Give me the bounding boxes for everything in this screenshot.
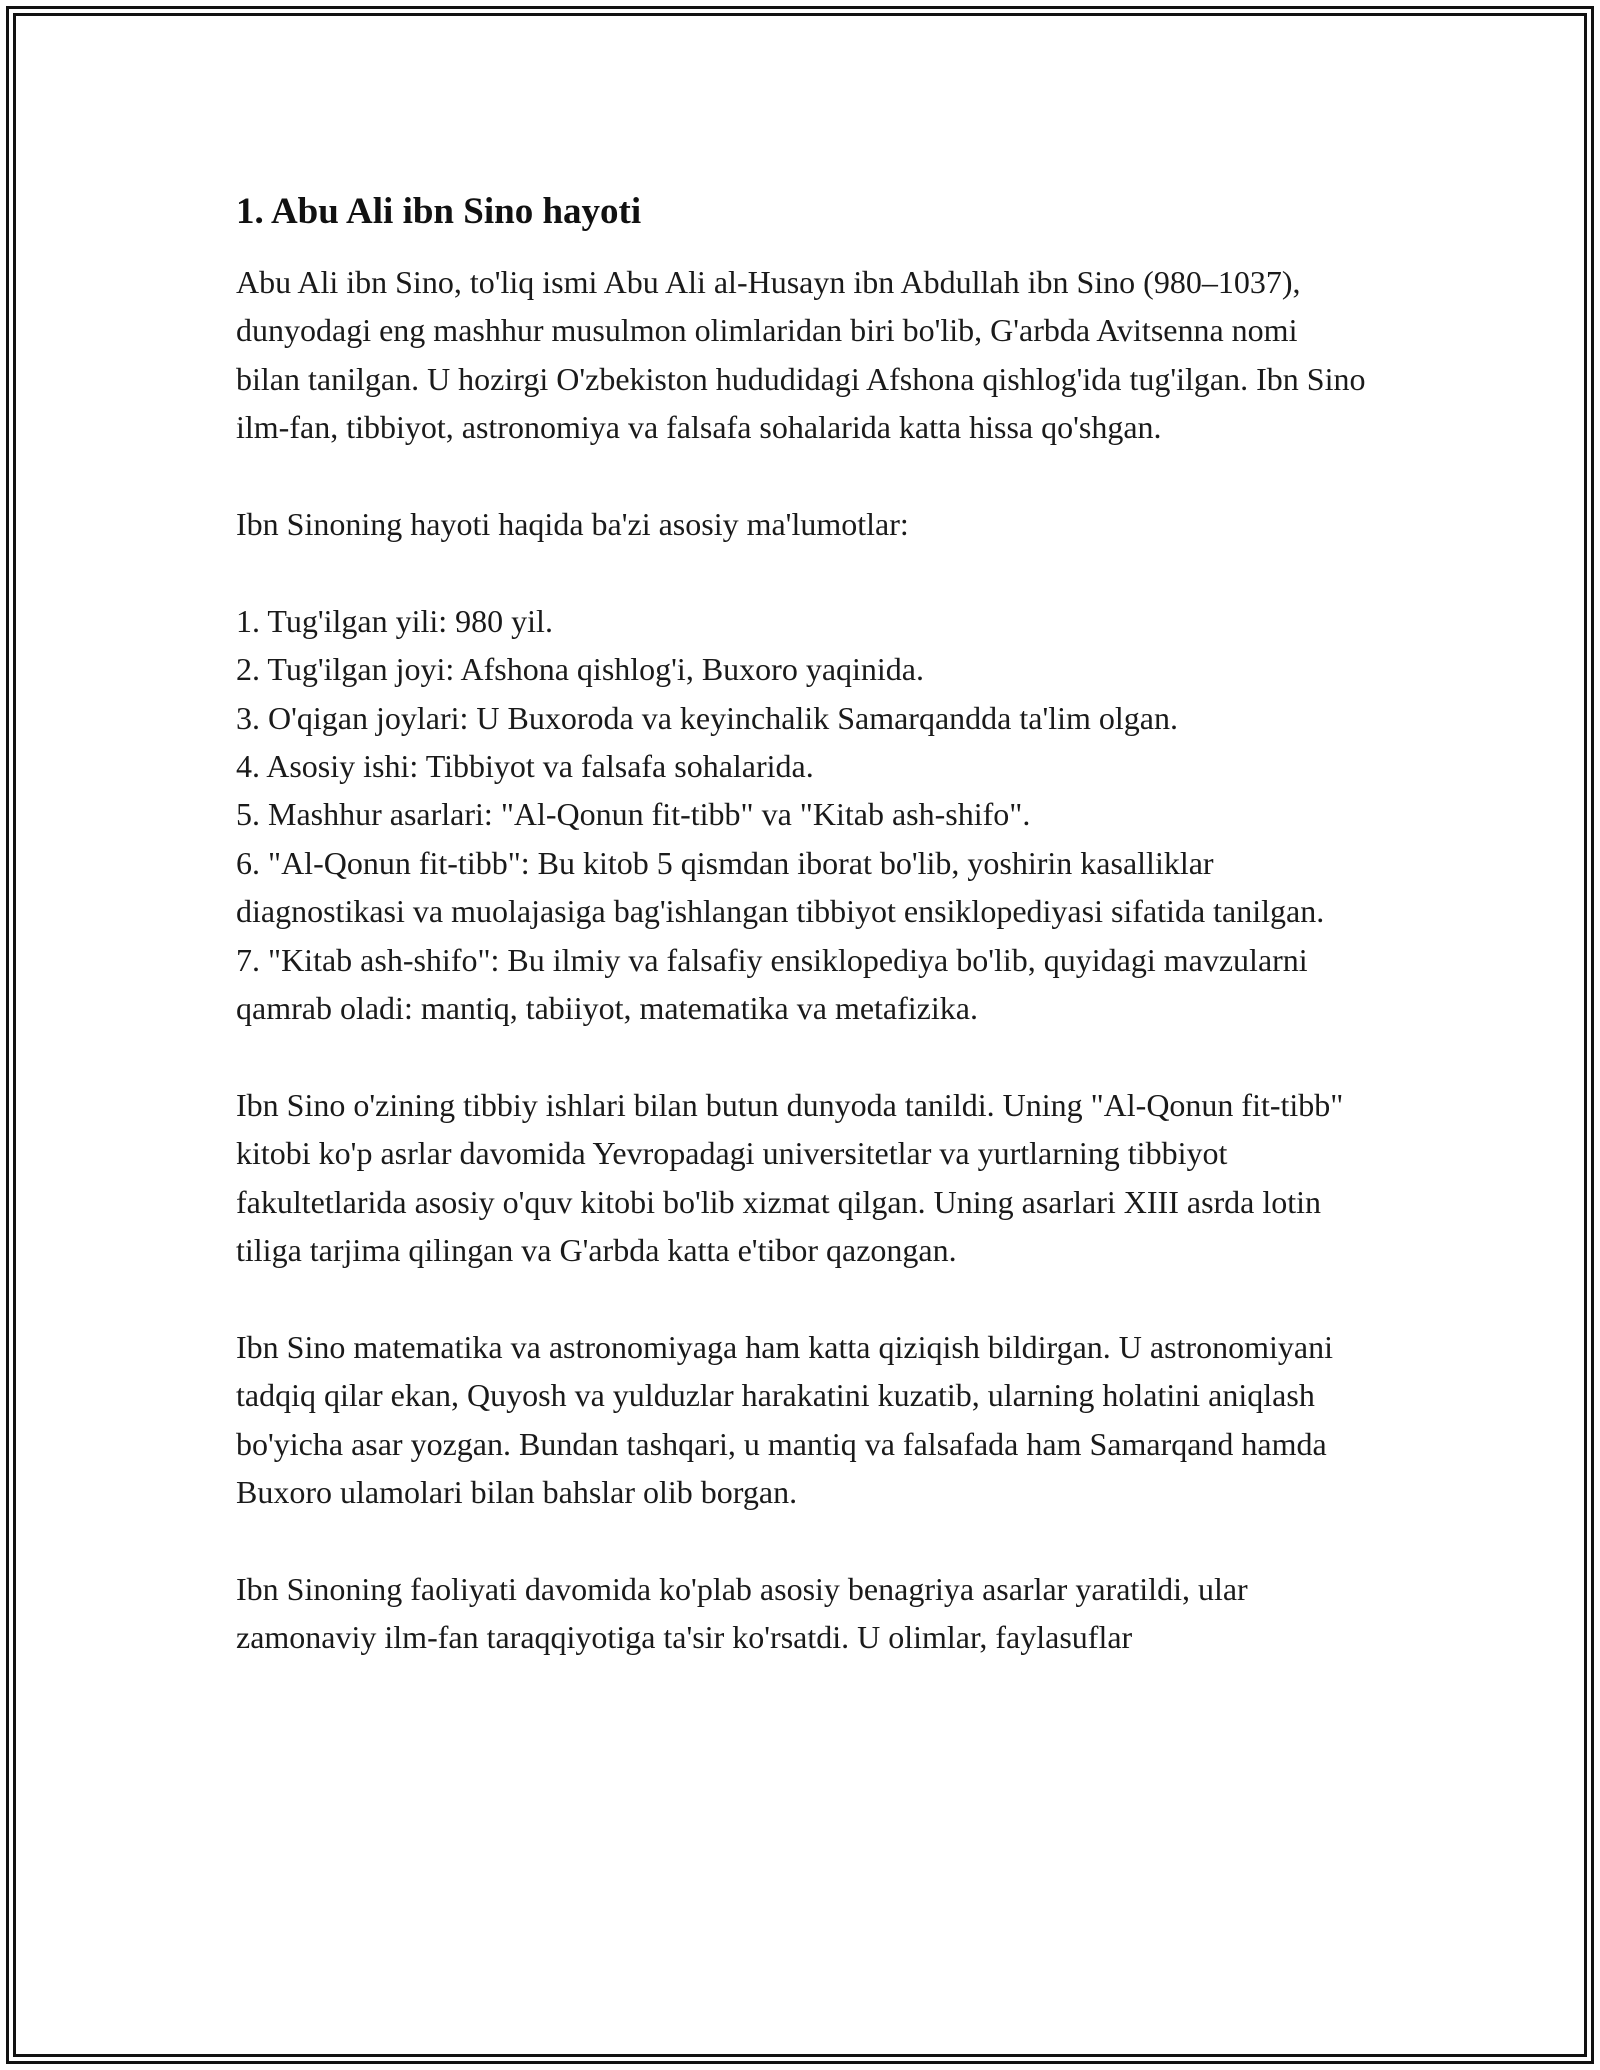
body-paragraph: Ibn Sino o'zining tibbiy ishlari bilan butun dunyoda tanildi. Uning "Al-Qonun fit-tibb" kitobi ko'p asrlar davomida Yevropadagi universitetlar va yurtlarning tibbiyot fakultetlarida asosiy o'quv kitobi bo'lib xizmat qilgan. Uning asarlari XIII asrda lotin tiliga tarjima qilingan va G'arbda katta e'tibor qazongan.	[236, 1086, 1344, 1269]
document-body	[236, 188, 1366, 1710]
list-item: 3. O'qigan joylari: U Buxoroda va keyinchalik Samarqandda ta'lim olgan.	[236, 699, 1178, 736]
intro-paragraph: Abu Ali ibn Sino, to'liq ismi Abu Ali al-Husayn ibn Abdullah ibn Sino (980–1037), dunyodagi eng mashhur musulmon olimlaridan biri bo'lib, G'arbda Avitsenna nomi bilan tanilgan. U hozirgi O'zbekiston hududidagi Afshona qishlog'ida tug'ilgan. Ibn Sino ilm-fan, tibbiyot, astronomiya va falsafa sohalarida katta hissa qo'shgan.	[236, 264, 1366, 446]
list-item: 4. Asosiy ishi: Tibbiyot va falsafa sohalarida.	[236, 748, 814, 785]
list-item: 5. Mashhur asarlari: "Al-Qonun fit-tibb" va "Kitab ash-shifo".	[236, 796, 1031, 833]
body-paragraph: Ibn Sino matematika va astronomiyaga ham katta qiziqish bildirgan. U astronomiyani tadqiq qilar ekan, Quyosh va yulduzlar harakatini kuzatib, ularning holatini aniqlash bo'yicha asar yozgan. Bundan tashqari, u mantiq va falsafada ham Samarqand hamda Buxoro ulamolari bilan bahslar olib borgan.	[236, 1328, 1333, 1511]
section-heading: 1. Abu Ali ibn Sino hayoti	[236, 191, 642, 232]
list-item: 1. Tug'ilgan yili: 980 yil.	[236, 602, 553, 639]
list-item: 2. Tug'ilgan joyi: Afshona qishlog'i, Buxoro yaqinida.	[236, 651, 924, 688]
list-intro: Ibn Sinoning hayoti haqida ba'zi asosiy ma'lumotlar:	[236, 506, 909, 543]
body-paragraph: Ibn Sinoning faoliyati davomida ko'plab asosiy benagriya asarlar yaratildi, ular zamonaviy ilm-fan taraqqiyotiga ta'sir ko'rsatdi. U olimlar, faylasuflar	[236, 1570, 1248, 1656]
list-item: 7. "Kitab ash-shifo": Bu ilmiy va falsafiy ensiklopediya bo'lib, quyidagi mavzularni qamrab oladi: mantiq, tabiiyot, matematika va metafizika.	[236, 941, 1308, 1027]
list-item: 6. "Al-Qonun fit-tibb": Bu kitob 5 qismdan iborat bo'lib, yoshirin kasalliklar diagnostikasi va muolajasiga bag'ishlangan tibbiyot ensiklopediyasi sifatida tanilgan.	[236, 844, 1325, 930]
facts-list	[236, 597, 1366, 1033]
